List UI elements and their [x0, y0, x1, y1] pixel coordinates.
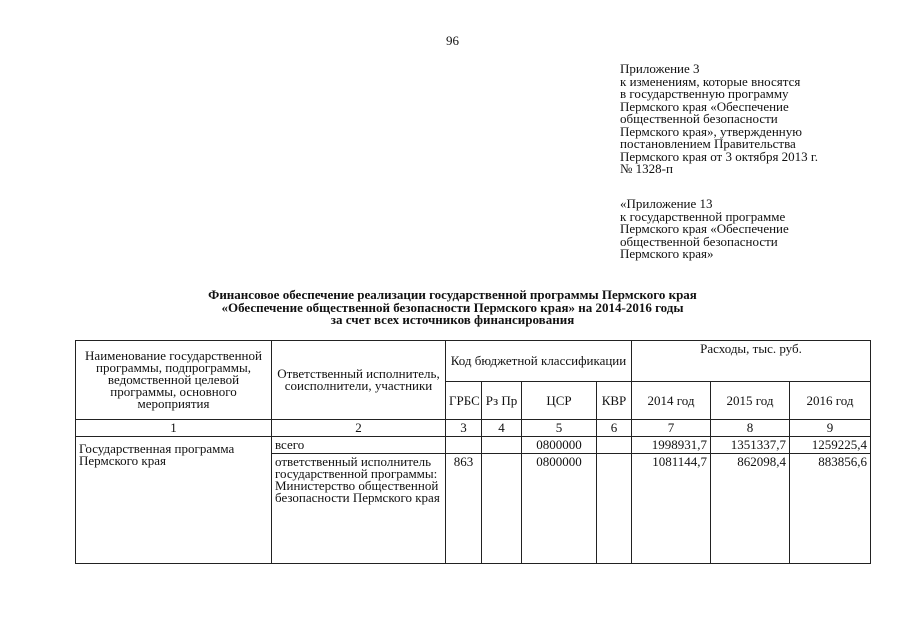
attachment-13-line: к государственной программе [620, 208, 786, 224]
column-number: 6 [597, 420, 632, 437]
attachment-3-line: постановлением Правительства [620, 136, 796, 151]
attachment-13-line: Пермского края «Обеспечение [620, 221, 789, 236]
header-name: Наименование государственной программы, подпрограммы, ведомственной целевой программы, основного мероприятия [76, 341, 272, 420]
rzpr-cell [482, 454, 522, 564]
attachment-13-line: общественной безопасности [620, 233, 778, 249]
column-number: 5 [522, 420, 597, 437]
grbs-cell: 863 [446, 454, 482, 564]
page-number: 96 [446, 33, 459, 48]
header-2015: 2015 год [711, 382, 790, 420]
amount-2016-cell: 1259225,4 [790, 437, 871, 454]
column-number: 3 [446, 420, 482, 437]
csr-cell: 0800000 [522, 437, 597, 454]
title-line: Финансовое обеспечение реализации государственной программы Пермского края [208, 287, 697, 302]
kvr-cell [597, 437, 632, 454]
csr-cell: 0800000 [522, 454, 597, 564]
attachment-3-line: Пермского края», утвержденную [620, 123, 802, 139]
header-csr: ЦСР [522, 382, 597, 420]
header-2014: 2014 год [632, 382, 711, 420]
header-budget-code: Код бюджетной классификации [446, 341, 632, 382]
executor-cell: ответственный исполнитель государственной программы: Министерство общественной безопасности Пермского края [272, 454, 446, 564]
attachment-13-line: Пермского края» [620, 246, 714, 261]
attachment-3-line: в государственную программу [620, 86, 789, 101]
column-number: 9 [790, 420, 871, 437]
column-number: 2 [272, 420, 446, 437]
kvr-cell [597, 454, 632, 564]
header-expenses: Расходы, тыс. руб. [632, 341, 871, 382]
column-number: 7 [632, 420, 711, 437]
document-title [0, 289, 905, 327]
attachment-13-line: «Приложение 13 [620, 196, 713, 211]
header-rzpr: Рз Пр [482, 382, 522, 420]
attachment-3-line: к изменениям, которые вносятся [620, 73, 801, 89]
header-2016: 2016 год [790, 382, 871, 420]
title-line: «Обеспечение общественной безопасности Пермского края» на 2014-2016 годы [221, 299, 684, 315]
attachment-3-line: общественной безопасности [620, 111, 778, 126]
attachment-3-line: Пермского края «Обеспечение [620, 98, 789, 114]
rzpr-cell [482, 437, 522, 454]
column-number: 8 [711, 420, 790, 437]
table-row [76, 437, 871, 454]
executor-cell: всего [272, 437, 446, 454]
attachment-13-note [620, 198, 880, 261]
grbs-cell [446, 437, 482, 454]
attachment-3-line: Пермского края от 3 октября 2013 г. [620, 148, 819, 164]
attachment-3-line: Приложение 3 [620, 61, 700, 76]
attachment-3-note [620, 63, 880, 176]
header-grbs: ГРБС [446, 382, 482, 420]
amount-2016-cell: 883856,6 [790, 454, 871, 564]
financing-table [75, 340, 871, 564]
amount-2014-cell: 1081144,7 [632, 454, 711, 564]
amount-2014-cell: 1998931,7 [632, 437, 711, 454]
program-name-cell: Государственная программа Пермского края [76, 437, 272, 564]
title-line: за счет всех источников финансирования [330, 312, 575, 327]
column-number: 1 [76, 420, 272, 437]
header-executor: Ответственный исполнитель, соисполнители, участники [272, 341, 446, 420]
amount-2015-cell: 862098,4 [711, 454, 790, 564]
column-number: 4 [482, 420, 522, 437]
amount-2015-cell: 1351337,7 [711, 437, 790, 454]
header-kvr: КВР [597, 382, 632, 420]
attachment-3-line: № 1328-п [620, 161, 673, 176]
